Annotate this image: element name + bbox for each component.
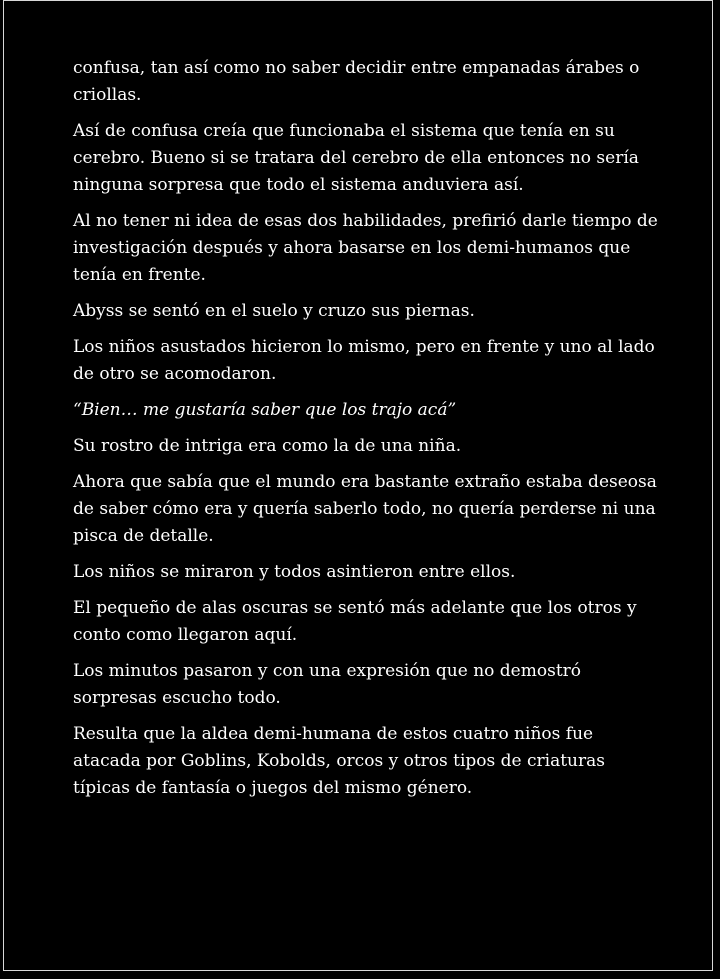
paragraph: confusa, tan así como no saber decidir entre empanadas árabes o criollas. (73, 58, 640, 105)
paragraph: Ahora que sabía que el mundo era bastante extraño estaba deseosa de saber cómo era y quería saberlo todo, no quería perderse ni una pisca de detalle. (73, 472, 657, 546)
text-body (73, 55, 663, 811)
paragraph: Resulta que la aldea demi-humana de estos cuatro niños fue atacada por Goblins, Kobolds, orcos y otros tipos de criaturas típicas de fantasía o juegos del mismo género. (73, 724, 605, 798)
paragraph: Los niños asustados hicieron lo mismo, pero en frente y uno al lado de otro se acomodaron. (73, 337, 655, 384)
paragraph: Los niños se miraron y todos asintieron entre ellos. (73, 562, 516, 582)
paragraph: Su rostro de intriga era como la de una niña. (73, 436, 462, 456)
paragraph: Los minutos pasaron y con una expresión que no demostró sorpresas escucho todo. (73, 661, 582, 708)
paragraph: Así de confusa creía que funcionaba el sistema que tenía en su cerebro. Bueno si se tratara del cerebro de ella entonces no sería ninguna sorpresa que todo el sistema anduviera así. (73, 121, 639, 195)
paragraph: Al no tener ni idea de esas dos habilidades, prefirió darle tiempo de investigación después y ahora basarse en los demi-humanos que tenía en frente. (73, 211, 658, 285)
paragraph: El pequeño de alas oscuras se sentó más adelante que los otros y conto como llegaron aquí. (73, 598, 637, 645)
dialogue-paragraph: “Bien… me gustaría saber que los trajo acá” (73, 400, 457, 420)
paragraph: Abyss se sentó en el suelo y cruzo sus piernas. (73, 301, 475, 321)
page-frame (3, 0, 713, 971)
